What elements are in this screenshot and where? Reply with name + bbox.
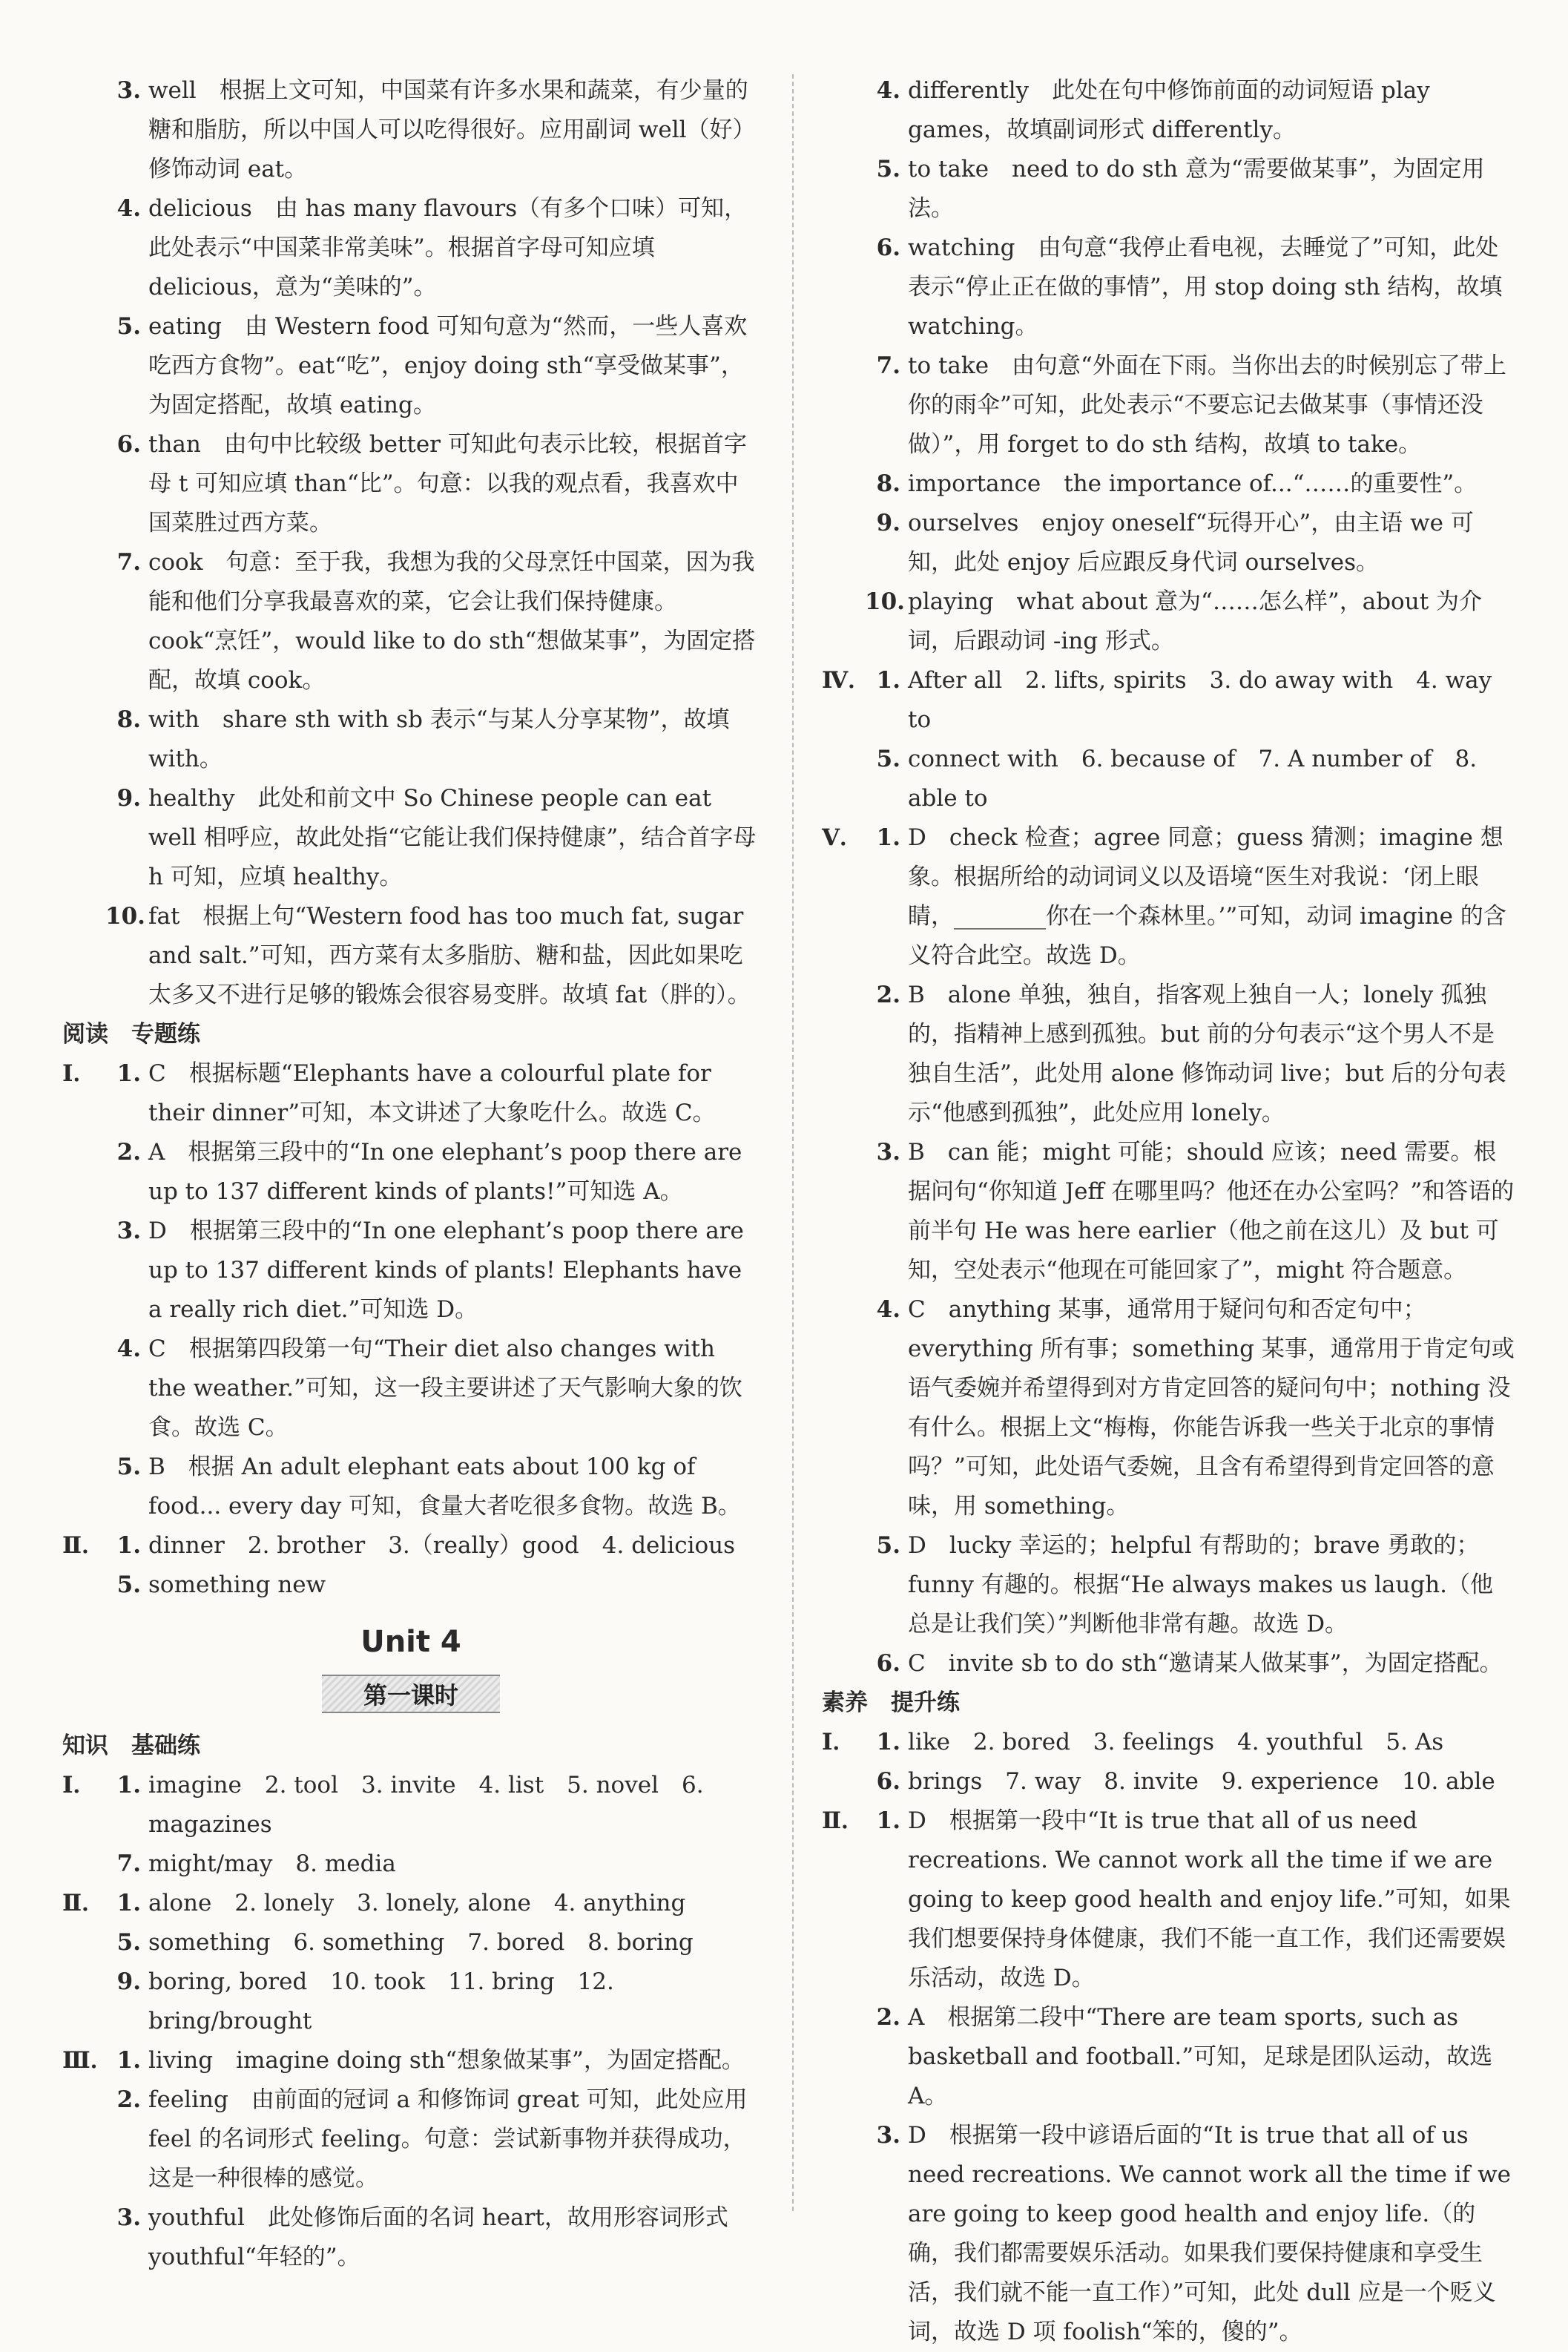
question-number: 5. (116, 313, 141, 340)
roman-numeral: Ⅰ． (62, 1772, 96, 1799)
answer-text: alone 2. lonely 3. lonely, alone 4. anything (148, 1890, 686, 1916)
question-number: 1. (876, 1807, 900, 1834)
answer-item (62, 2041, 760, 2080)
question-number: 3. (116, 1218, 141, 1244)
answer-text: watching 由句意“我停止看电视，去睡觉了”可知，此处表示“停止正在做的事情”，用 stop doing sth 结构，故填 watching。 (908, 234, 1503, 340)
answer-item (62, 1884, 760, 1923)
answer-text: A 根据第二段中“There are team sports, such as basketball and football.”可知，足球是团队运动，故选 A。 (908, 2004, 1493, 2109)
answer-item (822, 1644, 1515, 1683)
question-number: 9. (116, 785, 141, 812)
answer-item (822, 464, 1515, 504)
answer-item (62, 1330, 760, 1448)
answer-item (822, 1801, 1515, 1998)
answer-item (822, 661, 1515, 740)
question-number: 1. (876, 667, 900, 694)
question-number: 1. (116, 1060, 141, 1087)
question-number: 3. (116, 2204, 141, 2231)
answer-item (62, 1212, 760, 1330)
roman-numeral: Ⅱ． (62, 1890, 105, 1916)
roman-numeral: Ⅳ． (822, 667, 872, 694)
answer-item (62, 1923, 760, 1962)
question-number: 7. (116, 549, 141, 576)
answer-item (62, 71, 760, 189)
answer-item (822, 1723, 1515, 1762)
answer-item (62, 1054, 760, 1133)
answer-text: importance the importance of...“……的重要性”。 (908, 470, 1478, 497)
question-number: 5. (116, 1929, 141, 1956)
answer-text: with share sth with sb 表示“与某人分享某物”，故填 with。 (148, 706, 730, 772)
answer-text: D 根据第一段中谚语后面的“It is true that all of us need recreations. We cannot work all the time if we are going to keep good health and enjoy life.（的确，我们都需要娱乐活动。如果我们要保持健康和享受生活，我们就不能一直工作）”可知，此处 dull 应是一个贬义词，故选 D 项 foolish“笨的，傻的”。 (908, 2122, 1511, 2345)
answer-item (62, 700, 760, 779)
answer-item (822, 346, 1515, 464)
section-heading: 阅读 专题练 (62, 1021, 200, 1048)
answer-item (62, 189, 760, 307)
answer-text: differently 此处在句中修饰前面的动词短语 play games，故填副词形式 differently。 (908, 77, 1430, 143)
answer-text: ourselves enjoy oneself“玩得开心”，由主语 we 可知，此处 enjoy 后应跟反身代词 ourselves。 (908, 510, 1474, 576)
question-number: 10. (105, 903, 145, 930)
answer-text: C 根据标题“Elephants have a colourful plate for their dinner”可知，本文讲述了大象吃什么。故选 C。 (148, 1060, 716, 1126)
answer-text: something new (148, 1571, 326, 1598)
unit-title: Unit 4 (360, 1625, 461, 1659)
answer-text: delicious 由 has many flavours（有多个口味）可知，此处表示“中国菜非常美味”。根据首字母可知应填 delicious，意为“美味的”。 (148, 195, 748, 300)
answer-text: eating 由 Western food 可知句意为“然而，一些人喜欢吃西方食物”。eat“吃”，enjoy doing sth“享受做某事”，为固定搭配，故填 eating。 (148, 313, 748, 418)
question-number: 1. (876, 824, 900, 851)
answer-text: cook 句意：至于我，我想为我的父母烹饪中国菜，因为我能和他们分享我最喜欢的菜，它会让我们保持健康。cook“烹饪”，would like to do sth“想做某事”，为固定搭配，故填 cook。 (148, 549, 756, 694)
answer-text: playing what about 意为“……怎么样”，about 为介词，后跟动词 -ing 形式。 (908, 588, 1482, 654)
answer-text: dinner 2. brother 3.（really）good 4. delicious (148, 1532, 736, 1559)
question-number: 1. (116, 1890, 141, 1916)
question-number: 2. (876, 2004, 900, 2031)
answer-text: C 根据第四段第一句“Their diet also changes with the weather.”可知，这一段主要讲述了天气影响大象的饮食。故选 C。 (148, 1336, 742, 1441)
question-number: 9. (876, 510, 900, 536)
answer-text: to take 由句意“外面在下雨。当你出去的时候别忘了带上你的雨伞”可知，此处表示“不要忘记去做某事（事情还没做）”，用 forget to do sth 结构，故填 to take。 (908, 352, 1506, 458)
answer-text: than 由句中比较级 better 可知此句表示比较，根据首字母 t 可知应填 than“比”。句意：以我的观点看，我喜欢中国菜胜过西方菜。 (148, 431, 747, 536)
answer-text: D 根据第三段中的“In one elephant’s poop there are up to 137 different kinds of plants! Elephants have a really rich diet.”可知选 D。 (148, 1218, 744, 1323)
answer-text: C invite sb to do sth“邀请某人做某事”，为固定搭配。 (908, 1650, 1503, 1677)
answer-text: connect with 6. because of 7. A number of 8. able to (908, 746, 1478, 812)
question-number: 3. (876, 2122, 900, 2149)
answer-text: D 根据第一段中“It is true that all of us need recreations. We cannot work all the time if we are going to keep good health and enjoy life.”可知，如果我们想要保持身体健康，我们不能一直工作，我们还需要娱乐活动，故选 D。 (908, 1807, 1511, 1991)
answer-text: After all 2. lifts, spirits 3. do away with 4. way to (908, 667, 1492, 733)
column-divider (792, 74, 794, 2211)
answer-text: B 根据 An adult elephant eats about 100 kg of food... every day 可知，食量大者吃很多食物。故选 B。 (148, 1453, 741, 1520)
answer-text: something 6. something 7. bored 8. boring (148, 1929, 694, 1956)
question-number: 5. (876, 156, 900, 183)
question-number: 2. (876, 982, 900, 1008)
roman-numeral: Ⅴ． (822, 824, 863, 851)
answer-item (822, 1998, 1515, 2116)
answer-text: well 根据上文可知，中国菜有许多水果和蔬菜，有少量的糖和脂肪，所以中国人可以吃得很好。应用副词 well（好）修饰动词 eat。 (148, 77, 756, 183)
answer-text: feeling 由前面的冠词 a 和修饰词 great 可知，此处应用 feel 的名词形式 feeling。句意：尝试新事物并获得成功，这是一种很棒的感觉。 (148, 2086, 748, 2192)
question-number: 3. (876, 1139, 900, 1166)
question-number: 4. (116, 195, 141, 222)
answer-item (822, 71, 1515, 150)
left-column (62, 71, 760, 2277)
answer-item (62, 2198, 760, 2277)
question-number: 4. (876, 1296, 900, 1323)
answer-text: like 2. bored 3. feelings 4. youthful 5. As (908, 1729, 1444, 1755)
answer-item (62, 897, 760, 1015)
question-number: 2. (116, 1139, 141, 1166)
question-number: 1. (116, 2047, 141, 2074)
question-number: 1. (116, 1772, 141, 1799)
answer-text: B alone 单独，独自，指客观上独自一人；lonely 孤独的，指精神上感到孤独。but 前的分句表示“这个男人不是独自生活”，此处用 alone 修饰动词 live；but 后的分句表示“他感到孤独”，此处应用 lonely。 (908, 982, 1506, 1126)
question-number: 8. (116, 706, 141, 733)
roman-numeral: Ⅱ． (62, 1532, 105, 1559)
lesson-banner: 第一课时 (322, 1675, 500, 1713)
question-number: 7. (116, 1850, 141, 1877)
answer-item (822, 150, 1515, 229)
question-number: 5. (116, 1571, 141, 1598)
question-number: 6. (116, 431, 141, 458)
answer-item (822, 1290, 1515, 1526)
answer-item (822, 229, 1515, 346)
roman-numeral: Ⅰ． (822, 1729, 856, 1755)
answer-item (62, 425, 760, 543)
answer-text: boring, bored 10. took 11. bring 12. bring/brought (148, 1968, 614, 2034)
answer-item (62, 1845, 760, 1884)
answer-text: imagine 2. tool 3. invite 4. list 5. novel 6. magazines (148, 1772, 704, 1838)
question-number: 4. (116, 1336, 141, 1362)
roman-numeral: Ⅲ． (62, 2047, 113, 2074)
section-heading: 素养 提升练 (822, 1689, 960, 1716)
answer-text: D lucky 幸运的；helpful 有帮助的；brave 勇敢的；funny 有趣的。根据“He always makes us laugh.（他总是让我们笑）”判断他非常有趣。故选 D。 (908, 1532, 1494, 1637)
question-number: 4. (876, 77, 900, 104)
answer-item (62, 1962, 760, 2041)
answer-item (822, 504, 1515, 582)
answer-text: healthy 此处和前文中 So Chinese people can eat well 相呼应，故此处指“它能让我们保持健康”，结合首字母 h 可知，应填 healthy。 (148, 785, 757, 890)
question-number: 10. (865, 588, 905, 615)
answer-item (62, 307, 760, 425)
answer-item (822, 2116, 1515, 2352)
answer-item (822, 740, 1515, 818)
answer-text: A 根据第三段中的“In one elephant’s poop there are up to 137 different kinds of plants!”可知选 A。 (148, 1139, 742, 1205)
answer-text: living imagine doing sth“想象做某事”，为固定搭配。 (148, 2047, 745, 2074)
answer-item (822, 976, 1515, 1133)
question-number: 8. (876, 470, 900, 497)
answer-item (62, 543, 760, 700)
answer-text: C anything 某事，通常用于疑问句和否定句中；everything 所有事；something 某事，通常用于肯定句或语气委婉并希望得到对方肯定回答的疑问句中；nothing 没有什么。根据上文“梅梅，你能告诉我一些关于北京的事情吗？”可知，此处语气委婉，且含有希望得到肯定回答的意味，用 something。 (908, 1296, 1515, 1520)
answer-item (62, 779, 760, 897)
answer-item (822, 1762, 1515, 1801)
answer-text: might/may 8. media (148, 1850, 396, 1877)
answer-item (62, 1133, 760, 1212)
question-number: 5. (876, 746, 900, 772)
question-number: 1. (876, 1729, 900, 1755)
answer-text: D check 检查；agree 同意；guess 猜测；imagine 想象。根据所给的动词词义以及语境“医生对我说：‘闭上眼睛，________你在一个森林里。’”可知，动词 imagine 的含义符合此空。故选 D。 (908, 824, 1506, 969)
right-column (822, 71, 1515, 2352)
question-number: 5. (876, 1532, 900, 1559)
question-number: 5. (116, 1453, 141, 1480)
question-number: 3. (116, 77, 141, 104)
answer-item (62, 1448, 760, 1526)
answer-item (822, 1133, 1515, 1290)
roman-numeral: Ⅰ． (62, 1060, 96, 1087)
answer-item (62, 1766, 760, 1845)
answer-text: brings 7. way 8. invite 9. experience 10. able (908, 1768, 1495, 1795)
question-number: 6. (876, 1650, 900, 1677)
answer-item (62, 1566, 760, 1605)
question-number: 7. (876, 352, 900, 379)
answer-item (822, 818, 1515, 976)
question-number: 6. (876, 1768, 900, 1795)
answer-text: to take need to do sth 意为“需要做某事”，为固定用法。 (908, 156, 1485, 222)
answer-text: fat 根据上句“Western food has too much fat, sugar and salt.”可知，西方菜有太多脂肪、糖和盐，因此如果吃太多又不进行足够的锻炼会很容易变胖。故填 fat（胖的）。 (148, 903, 751, 1008)
answer-item (62, 2080, 760, 2198)
question-number: 9. (116, 1968, 141, 1995)
section-heading: 知识 基础练 (62, 1732, 200, 1759)
roman-numeral: Ⅱ． (822, 1807, 865, 1834)
question-number: 1. (116, 1532, 141, 1559)
question-number: 2. (116, 2086, 141, 2113)
question-number: 6. (876, 234, 900, 261)
answer-item (822, 1526, 1515, 1644)
answer-text: youthful 此处修饰后面的名词 heart，故用形容词形式 youthful“年轻的”。 (148, 2204, 728, 2270)
answer-item (62, 1526, 760, 1566)
answer-item (822, 582, 1515, 661)
answer-text: B can 能；might 可能；should 应该；need 需要。根据问句“你知道 Jeff 在哪里吗？他还在办公室吗？”和答语的前半句 He was here earlier（他之前在这儿）及 but 可知，空处表示“他现在可能回家了”，might 符合题意。 (908, 1139, 1515, 1284)
